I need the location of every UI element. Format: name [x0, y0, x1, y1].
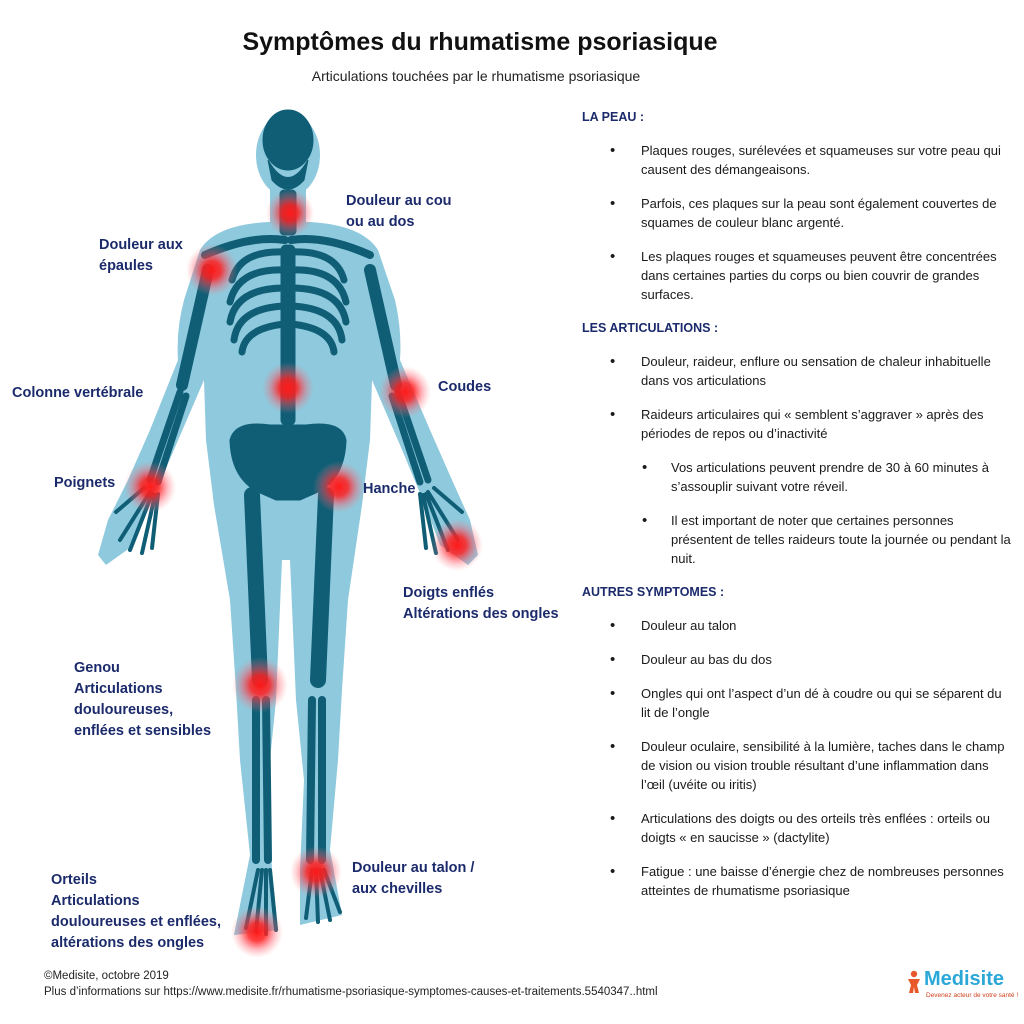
list-item: • Articulations des doigts ou des orteils très enflées : orteils ou doigts « en saucisse » (dactylite): [582, 809, 1014, 847]
glow-spine: [262, 362, 314, 414]
glow-elbow: [379, 366, 431, 418]
list-item: • Les plaques rouges et squameuses peuvent être concentrées dans certaines parties du corps ou bien couvrir de grandes surfaces.: [582, 247, 1014, 304]
section-heading-other: AUTRES SYMPTOMES :: [582, 585, 725, 599]
list-item: • Douleur au bas du dos: [582, 650, 1014, 669]
glow-ankle: [290, 846, 342, 898]
body-illustration: [0, 90, 580, 970]
sub-list-item: • Il est important de noter que certaines personnes présentent de telles raideurs toute la journée ou pendant la nuit.: [582, 511, 1014, 568]
list-item: • Fatigue : une baisse d’énergie chez de nombreuses personnes atteintes de rhumatisme psoriasique: [582, 862, 1014, 900]
list-item: • Douleur oculaire, sensibilité à la lumière, taches dans le champ de vision ou vision trouble résultant d’une inflammation dans l’œil (uvéite ou iritis): [582, 737, 1014, 794]
page-subtitle: Articulations touchées par le rhumatisme psoriasique: [311, 68, 641, 84]
glow-neck: [266, 189, 314, 237]
medisite-logo: [906, 968, 1019, 1002]
symptoms-panel: [582, 108, 1014, 915]
other-list: [582, 616, 1014, 900]
more-info-link[interactable]: Plus d’informations sur https://www.medisite.fr/rhumatisme-psoriasique-symptomes-causes-et-traitements.5540347..html: [44, 986, 658, 998]
label-shoulders: Douleur aux épaules: [99, 237, 183, 274]
list-item: • Douleur, raideur, enflure ou sensation de chaleur inhabituelle dans vos articulations: [582, 352, 1014, 390]
footer: [44, 968, 658, 1000]
glow-hip: [313, 461, 365, 513]
joints-list: [582, 352, 1014, 568]
logo-name: Medisite: [924, 968, 1005, 990]
sub-list-item: • Vos articulations peuvent prendre de 30 à 60 minutes à s’assouplir suivant votre réveil.: [582, 458, 1014, 496]
label-neck: Douleur au cou ou au dos: [346, 193, 452, 230]
list-item: • Parfois, ces plaques sur la peau sont également couvertes de squames de couleur blanc argenté.: [582, 194, 1014, 232]
label-elbows: Coudes: [438, 379, 492, 395]
glow-knee: [232, 657, 288, 713]
label-toes: Orteils Articulations douloureuses et enflées, altérations des ongles: [51, 872, 222, 951]
label-wrists: Poignets: [54, 475, 116, 491]
copyright: ©Medisite, octobre 2019: [44, 970, 169, 982]
label-fingers: Doigts enflés Altérations des ongles: [403, 585, 559, 622]
label-heel: Douleur au talon / aux chevilles: [352, 860, 475, 897]
page-title: Symptômes du rhumatisme psoriasique: [242, 28, 718, 56]
section-heading-joints: LES ARTICULATIONS :: [582, 321, 719, 335]
list-item: • Plaques rouges, surélevées et squameuses sur votre peau qui causent des démangeaisons.: [582, 141, 1014, 179]
list-item: • Douleur au talon: [582, 616, 1014, 635]
label-spine: Colonne vertébrale: [12, 385, 144, 401]
list-item: • Raideurs articulaires qui « semblent s’aggraver » après des périodes de repos ou d’inactivité: [582, 405, 1014, 443]
logo-tagline: Devenez acteur de votre santé !: [926, 992, 1019, 999]
glow-toes: [231, 906, 283, 958]
section-heading-skin: LA PEAU :: [582, 110, 645, 124]
glow-fingers: [431, 519, 483, 571]
person-icon: [906, 970, 922, 994]
glow-shoulder: [186, 244, 238, 296]
list-item: • Ongles qui ont l’aspect d’un dé à coudre ou qui se séparent du lit de l’ongle: [582, 684, 1014, 722]
label-hip: Hanche: [363, 481, 416, 497]
glow-wrist: [124, 461, 176, 513]
label-knee: Genou Articulations douloureuses, enflées et sensibles: [74, 660, 212, 739]
skin-list: [582, 141, 1014, 304]
